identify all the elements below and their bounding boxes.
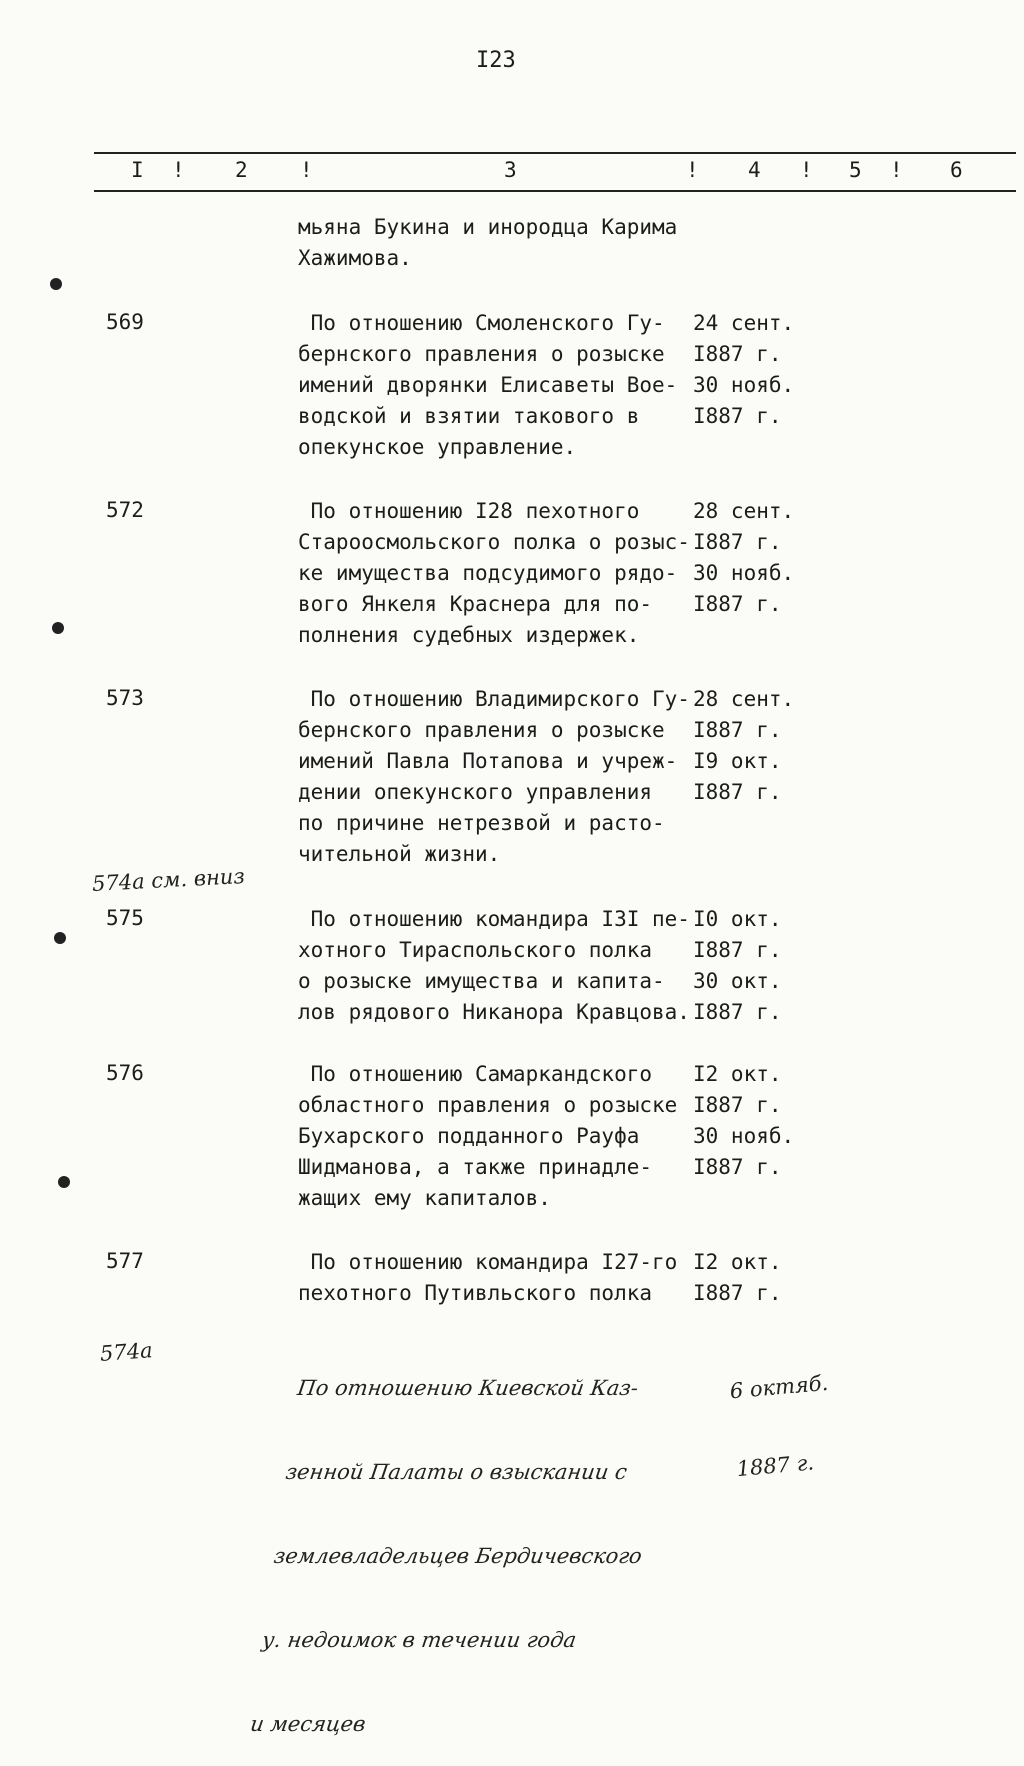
- text-line: по причине нетрезвой и расто-: [298, 811, 665, 835]
- date-line: I887 г.: [693, 592, 782, 616]
- handwritten-date-line: 6 октяб.: [728, 1370, 830, 1404]
- text-line: чительной жизни.: [298, 842, 501, 866]
- header-separator: !: [300, 158, 313, 182]
- entry-description: [298, 308, 677, 463]
- header-separator: !: [172, 158, 185, 182]
- date-line: I887 г.: [693, 718, 782, 742]
- date-line: I887 г.: [693, 530, 782, 554]
- text-line: имений Павла Потапова и учреж-: [298, 749, 678, 773]
- entry-number: 575: [106, 906, 144, 930]
- entry-number: 569: [106, 310, 144, 334]
- date-line: 30 нояб.: [693, 561, 795, 585]
- date-line: 28 сент.: [693, 499, 795, 523]
- date-line: 24 сент.: [693, 311, 795, 335]
- entry-description: [298, 904, 690, 1028]
- text-line: хотного Тираспольского полка: [298, 938, 653, 962]
- entry-dates: [693, 1247, 782, 1309]
- date-line: 28 сент.: [693, 687, 795, 711]
- text-line: опекунское управление.: [298, 435, 577, 459]
- date-line: I887 г.: [693, 1093, 782, 1117]
- entry-number: 576: [106, 1061, 144, 1085]
- entry-number: 577: [106, 1249, 144, 1273]
- text-line: дении опекунского управления: [298, 780, 653, 804]
- text-line: жащих ему капиталов.: [298, 1186, 551, 1210]
- text-line: Бухарского подданного Рауфа: [298, 1124, 640, 1148]
- date-line: I887 г.: [693, 780, 782, 804]
- handwritten-line: и месяцев: [248, 1712, 368, 1736]
- text-line: имений дворянки Елисаветы Вое-: [298, 373, 678, 397]
- entry-description: [298, 1247, 677, 1309]
- date-line: I2 окт.: [693, 1250, 782, 1274]
- date-line: I887 г.: [693, 342, 782, 366]
- date-line: I887 г.: [693, 938, 782, 962]
- text-line: полнения судебных издержек.: [298, 623, 640, 647]
- entry-number: 573: [106, 686, 144, 710]
- entry-description: [298, 684, 690, 870]
- header-col-5: 5: [849, 158, 862, 182]
- binding-hole-mark: [54, 932, 66, 944]
- header-col-4: 4: [748, 158, 761, 182]
- header-top-rule: [94, 152, 1016, 154]
- handwritten-line: у. недоимок в течении года: [260, 1628, 578, 1652]
- text-line: бернского правления о розыске: [298, 718, 665, 742]
- text-line: По отношению командира I3I пе-: [298, 907, 690, 931]
- date-line: I887 г.: [693, 1155, 782, 1179]
- text-line: лов рядового Никанора Кравцова.: [298, 1000, 690, 1024]
- handwritten-line: землевладельцев Бердичевского: [272, 1544, 644, 1568]
- date-line: 30 нояб.: [693, 1124, 795, 1148]
- date-line: I887 г.: [693, 1281, 782, 1305]
- text-line: мьяна Букина и инородца Карима: [298, 215, 678, 239]
- text-line: Шидманова, а также принадле-: [298, 1155, 653, 1179]
- entry-description: [298, 496, 690, 651]
- binding-hole-mark: [52, 622, 64, 634]
- entry-dates: [693, 308, 794, 432]
- date-line: 30 нояб.: [693, 373, 795, 397]
- text-line: водской и взятии такового в: [298, 404, 640, 428]
- date-line: I887 г.: [693, 1000, 782, 1024]
- text-line: о розыске имущества и капита-: [298, 969, 665, 993]
- handwritten-line: зенной Палаты о взыскании с: [284, 1460, 629, 1484]
- handwritten-entry-number: 574а: [99, 1338, 154, 1366]
- text-line: По отношению командира I27-го: [298, 1250, 678, 1274]
- entry-number: 572: [106, 498, 144, 522]
- text-line: вого Янкеля Краснера для по-: [298, 592, 653, 616]
- handwritten-entry-text: [245, 1318, 676, 1766]
- binding-hole-mark: [58, 1176, 70, 1188]
- date-line: I2 окт.: [693, 1062, 782, 1086]
- header-col-3: 3: [504, 158, 517, 182]
- text-line: По отношению Самаркандского: [298, 1062, 653, 1086]
- date-line: I887 г.: [693, 404, 782, 428]
- entry-description: [298, 1059, 677, 1214]
- handwritten-line: По отношению Киевской Каз-: [295, 1376, 640, 1400]
- text-line: областного правления о розыске: [298, 1093, 678, 1117]
- text-line: По отношению Смоленского Гу-: [298, 311, 665, 335]
- handwritten-margin-note: 574а см. вниз: [91, 864, 246, 896]
- text-line: Хажимова.: [298, 246, 412, 270]
- handwritten-date-line: 1887 г.: [735, 1450, 815, 1482]
- text-line: ке имущества подсудимого рядо-: [298, 561, 678, 585]
- binding-hole-mark: [50, 278, 62, 290]
- entry-dates: [693, 1059, 794, 1183]
- header-separator: !: [800, 158, 813, 182]
- header-separator: !: [890, 158, 903, 182]
- text-line: По отношению I28 пехотного: [298, 499, 640, 523]
- header-separator: !: [686, 158, 699, 182]
- continuation-text: [298, 212, 677, 274]
- text-line: Староосмольского полка о розыс-: [298, 530, 690, 554]
- text-line: пехотного Путивльского полка: [298, 1281, 653, 1305]
- entry-dates: [693, 684, 794, 808]
- entry-dates: [693, 496, 794, 620]
- text-line: бернского правления о розыске: [298, 342, 665, 366]
- date-line: 30 окт.: [693, 969, 782, 993]
- header-col-1: I: [131, 158, 144, 182]
- page-number: I23: [476, 48, 516, 73]
- date-line: I9 окт.: [693, 749, 782, 773]
- handwritten-entry-date: [724, 1318, 838, 1508]
- header-col-2: 2: [235, 158, 248, 182]
- text-line: По отношению Владимирского Гу-: [298, 687, 690, 711]
- header-bottom-rule: [94, 190, 1016, 192]
- date-line: I0 окт.: [693, 907, 782, 931]
- entry-dates: [693, 904, 782, 1028]
- header-col-6: 6: [950, 158, 963, 182]
